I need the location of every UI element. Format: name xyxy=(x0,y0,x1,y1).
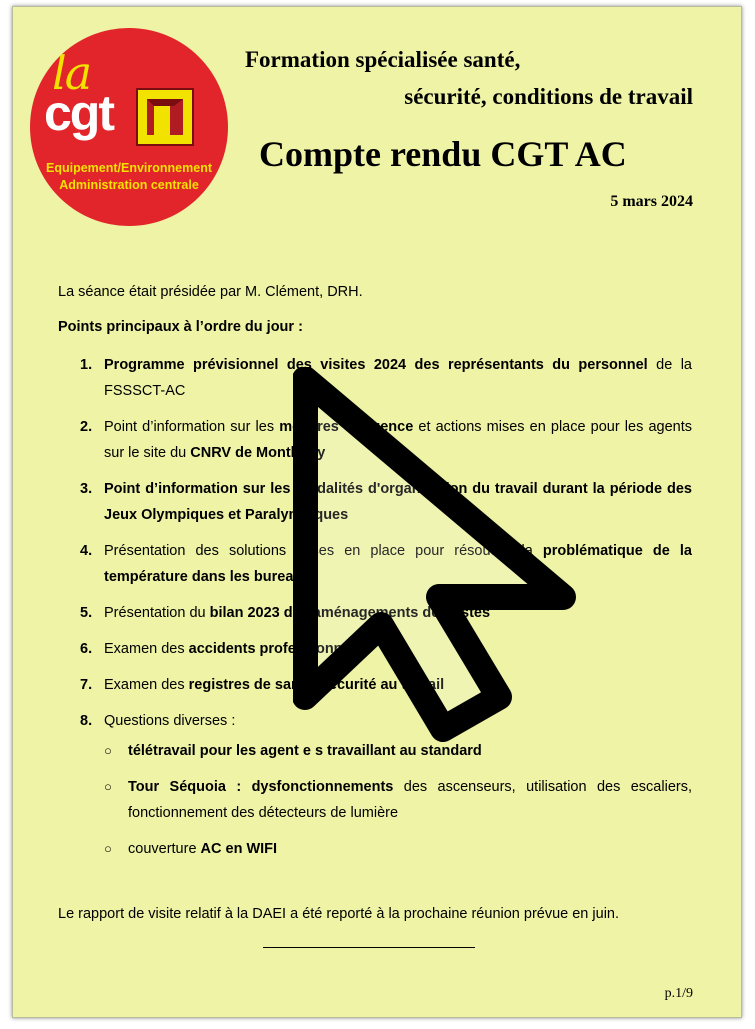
divider xyxy=(263,947,475,948)
agenda-number: 1. xyxy=(80,357,93,373)
logo-frame-icon xyxy=(134,86,196,148)
agenda-mid: et actions mises en place pour les agents sur le site du xyxy=(104,419,692,461)
agenda-pre: Présentation des solutions mises en place pour résoudre la xyxy=(104,543,543,559)
agenda-pre: Questions diverses : xyxy=(104,713,236,729)
agenda-bold: Point d’information sur les modalités d'organisation du travail durant la période des Jeux Olympiques et Paralympiques xyxy=(104,481,692,523)
agenda-pre: Présentation du xyxy=(104,605,210,621)
logo-cgt-text: cgt xyxy=(44,85,113,141)
points-heading: Points principaux à l’ordre du jour : xyxy=(58,319,303,335)
closing-text: Le rapport de visite relatif à la DAEI a été reporté à la prochaine réunion prévue en juin. xyxy=(58,906,620,922)
agenda-bold: registres de santé, sécurité au travail xyxy=(188,677,445,693)
header-line1: Formation spécialisée santé, xyxy=(245,47,521,72)
mouse-cursor-icon xyxy=(293,367,593,747)
sub-bold: Tour Séquoia : dysfonctionnements xyxy=(128,779,394,795)
header-line2: sécurité, conditions de travail xyxy=(404,84,693,109)
document-page xyxy=(12,6,742,1018)
agenda-number: 7. xyxy=(80,677,93,693)
intro-text: La séance était présidée par M. Clément, DRH. xyxy=(58,284,363,300)
logo-line1: Equipement/Environnement xyxy=(46,161,212,175)
agenda-bold: problématique de la température dans les bureaux xyxy=(104,543,692,585)
agenda-pre: Point d’information sur les xyxy=(104,419,280,435)
sub-list xyxy=(104,738,692,862)
page-number: p.1/9 xyxy=(664,986,693,1001)
agenda-number: 2. xyxy=(80,419,93,435)
circle-bullet-icon: ○ xyxy=(104,743,112,758)
sub-bold: AC en WIFI xyxy=(200,841,278,857)
sub-bold: télétravail pour les agent e s travaillant au standard xyxy=(128,743,482,759)
sub-rest: des ascenseurs, utilisation des escaliers, fonctionnement des détecteurs de lumière xyxy=(128,779,692,821)
agenda-bold2: CNRV de Montlhéry xyxy=(190,445,326,461)
circle-bullet-icon: ○ xyxy=(104,779,112,794)
agenda-bold: mesures d’urgence xyxy=(279,419,414,435)
agenda-number: 8. xyxy=(80,713,93,729)
sub-pre: couverture xyxy=(128,841,201,857)
agenda-rest: de la FSSSCT-AC xyxy=(104,357,692,399)
sub-item-wifi xyxy=(104,836,692,862)
agenda-bold: bilan 2023 des aménagements de postes xyxy=(209,605,491,621)
page-title: Compte rendu CGT AC xyxy=(259,134,627,174)
report-date: 5 mars 2024 xyxy=(610,193,693,210)
agenda-pre: Examen des xyxy=(104,641,189,657)
agenda-number: 3. xyxy=(80,481,93,497)
agenda-bold: Programme prévisionnel des visites 2024 des représentants du personnel xyxy=(104,357,648,373)
sub-item-sequoia xyxy=(104,774,692,826)
agenda-number: 5. xyxy=(80,605,93,621)
cgt-logo xyxy=(30,28,228,226)
logo-la-text: la xyxy=(52,46,91,100)
logo-line2: Administration centrale xyxy=(59,178,199,192)
agenda-bold: accidents professionnels xyxy=(188,641,363,657)
circle-bullet-icon: ○ xyxy=(104,841,112,856)
agenda-number: 6. xyxy=(80,641,93,657)
agenda-number: 4. xyxy=(80,543,93,559)
agenda-pre: Examen des xyxy=(104,677,189,693)
